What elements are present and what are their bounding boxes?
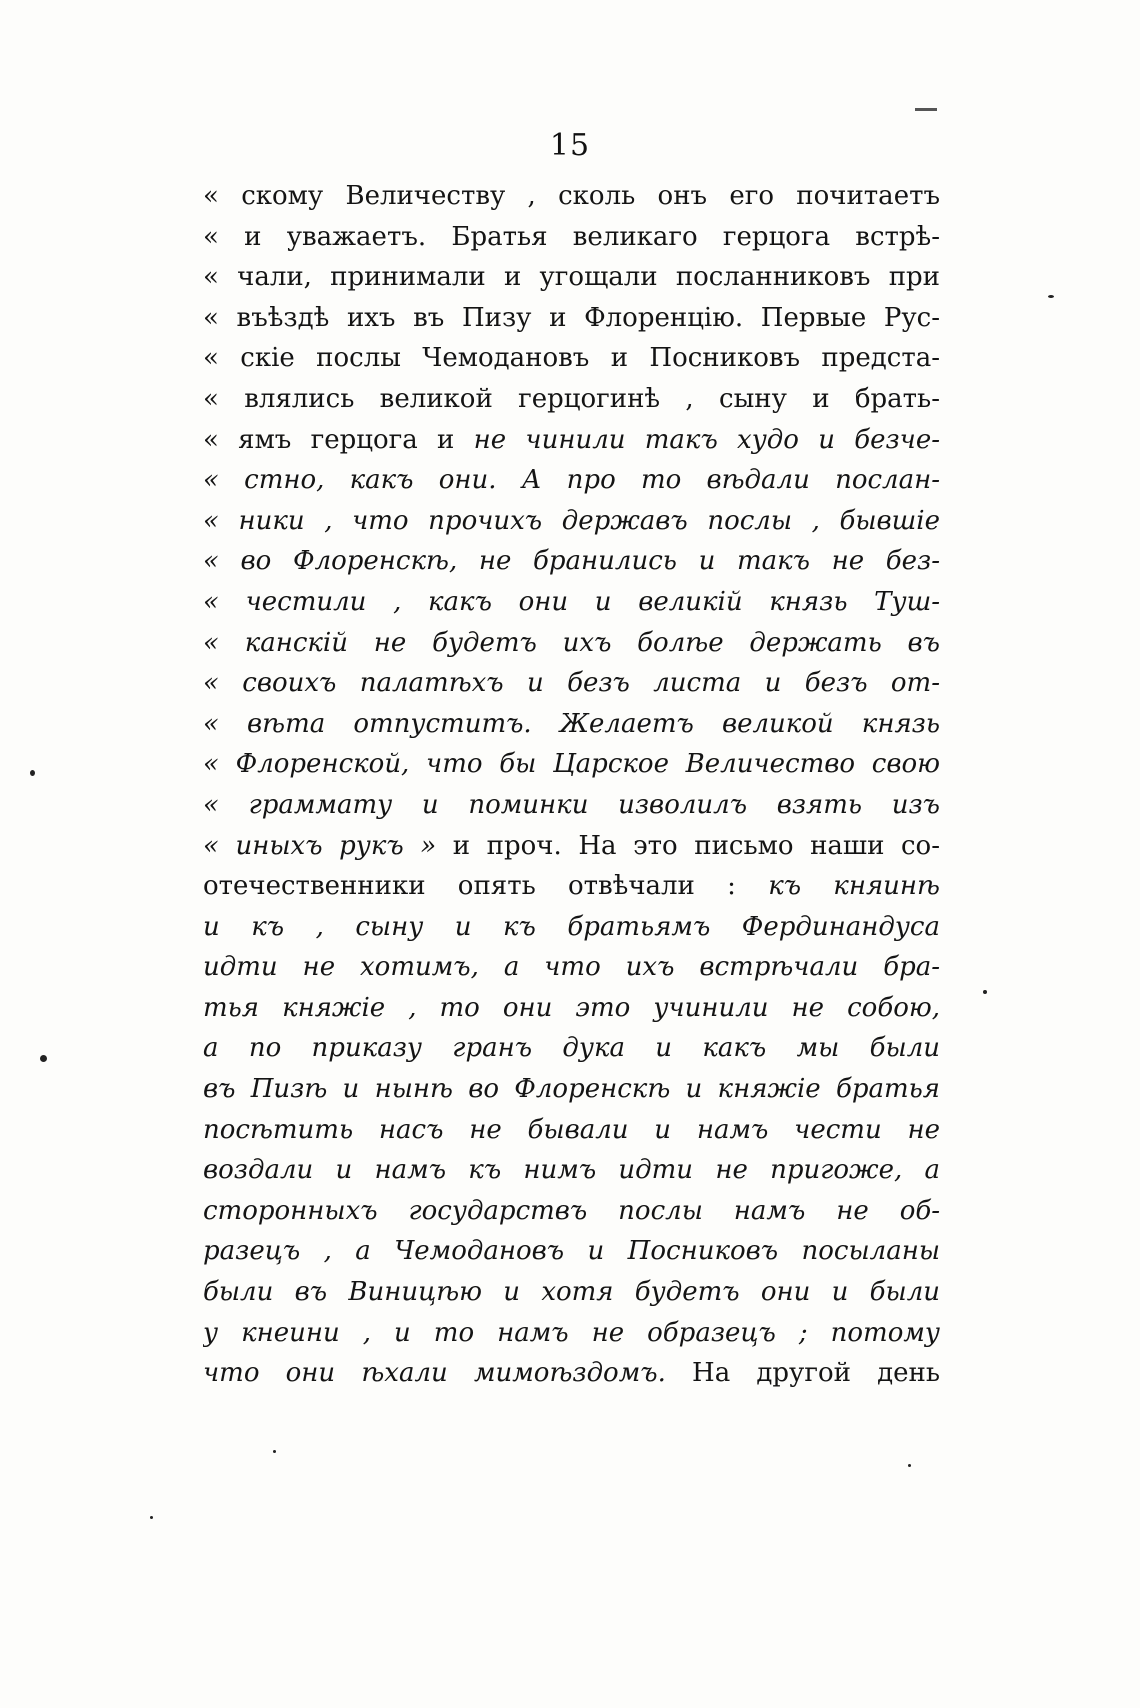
text-segment: « и уважаетъ. Братья великаго герцога встрѣ- xyxy=(203,221,940,252)
italic-text-segment: воздали и намъ къ нимъ идти не пригоже, а xyxy=(203,1155,940,1186)
text-line xyxy=(203,257,940,298)
scan-speck xyxy=(1048,295,1054,298)
text-line xyxy=(203,460,940,501)
text-line xyxy=(203,623,940,664)
text-segment: « скому Величеству , сколь онъ его почитаетъ xyxy=(203,181,940,211)
text-segment: « ямъ герцога и xyxy=(203,424,474,455)
text-line xyxy=(203,1110,940,1151)
text-segment: отечественники опять отвѣчали : xyxy=(203,871,769,902)
italic-text-segment: « вѣта отпуститъ. Желаетъ великой князь xyxy=(203,708,940,739)
text-line xyxy=(203,582,940,623)
text-line xyxy=(203,704,940,745)
italic-text-segment: тья княжіе , то они это учинили не собою, xyxy=(203,992,940,1023)
text-line xyxy=(203,298,940,339)
text-line xyxy=(203,866,940,907)
text-line xyxy=(203,420,940,461)
text-segment: и проч. На это письмо наши со- xyxy=(436,830,940,861)
text-line xyxy=(203,1191,940,1232)
italic-text-segment: что они ѣхали мимоѣздомъ. xyxy=(203,1358,693,1389)
scan-speck xyxy=(273,1450,276,1453)
italic-text-segment: « во Флоренскѣ, не бранились и такъ не без- xyxy=(203,546,940,577)
italic-text-segment: « граммату и поминки изволилъ взять изъ xyxy=(203,789,940,820)
italic-text-segment: « Флоренской, что бы Царское Величество свою xyxy=(203,749,940,780)
text-line xyxy=(203,744,940,785)
italic-text-segment: « своихъ палатѣхъ и безъ листа и безъ от- xyxy=(203,668,940,699)
italic-text-segment: посѣтить насъ не бывали и намъ чести не xyxy=(203,1114,940,1145)
text-line xyxy=(203,338,940,379)
text-segment: « влялись великой герцогинѣ , сыну и брать- xyxy=(203,383,940,414)
text-segment: « скіе послы Чемодановъ и Посниковъ предста- xyxy=(203,343,940,374)
scan-speck xyxy=(150,1516,153,1519)
italic-text-segment: « канскій не будетъ ихъ болѣе держать въ xyxy=(203,627,940,658)
italic-text-segment: къ княинѣ xyxy=(768,871,940,902)
italic-text-segment: сторонныхъ государствъ послы намъ не об- xyxy=(203,1195,940,1226)
italic-text-segment: « честили , какъ они и великій князь Туш- xyxy=(203,586,940,617)
text-line xyxy=(203,826,940,867)
scan-speck xyxy=(40,1055,47,1062)
text-line xyxy=(203,1313,940,1354)
italic-text-segment: а по приказу гранъ дука и какъ мы были xyxy=(203,1033,940,1064)
italic-text-segment: у кнеини , и то намъ не образецъ ; потому xyxy=(203,1317,940,1348)
italic-text-segment: были въ Виницѣю и хотя будетъ они и были xyxy=(203,1277,940,1308)
scan-speck xyxy=(908,1464,911,1467)
scan-speck xyxy=(983,990,987,994)
text-segment: « чали, принимали и угощали посланниковъ при xyxy=(203,262,940,293)
text-line xyxy=(203,1028,940,1069)
text-line xyxy=(203,785,940,826)
scan-speck xyxy=(30,770,35,776)
text-line xyxy=(203,988,940,1029)
body-text xyxy=(203,176,940,1394)
italic-text-segment: разецъ , а Чемодановъ и Посниковъ посыланы xyxy=(203,1236,940,1267)
text-line xyxy=(203,379,940,420)
text-line xyxy=(203,1069,940,1110)
text-segment: « въѣздѣ ихъ въ Пизу и Флоренцію. Первые Рус- xyxy=(203,302,940,333)
text-line xyxy=(203,176,940,217)
italic-text-segment: не чинили такъ худо и безче- xyxy=(473,424,940,455)
text-line xyxy=(203,907,940,948)
italic-text-segment: и къ , сыну и къ братьямъ Фердинандуса xyxy=(203,911,940,942)
italic-text-segment: « иныхъ рукъ » xyxy=(203,830,437,861)
text-line xyxy=(203,663,940,704)
text-line xyxy=(203,501,940,542)
italic-text-segment: идти не хотимъ, а что ихъ встрѣчали бра- xyxy=(203,952,940,983)
scan-mark xyxy=(915,108,937,111)
italic-text-segment: « ники , что прочихъ державъ послы , бывшіе xyxy=(203,505,940,536)
page-number: 15 xyxy=(549,128,591,163)
text-line xyxy=(203,217,940,258)
text-line xyxy=(203,1272,940,1313)
text-line xyxy=(203,1150,940,1191)
italic-text-segment: въ Пизѣ и нынѣ во Флоренскѣ и княжіе братья xyxy=(203,1074,940,1105)
text-line xyxy=(203,947,940,988)
text-line xyxy=(203,1231,940,1272)
text-line xyxy=(203,1353,940,1394)
italic-text-segment: « стно, какъ они. А про то вѣдали послан- xyxy=(203,465,940,496)
text-line xyxy=(203,541,940,582)
text-segment: На другой день xyxy=(692,1358,940,1389)
